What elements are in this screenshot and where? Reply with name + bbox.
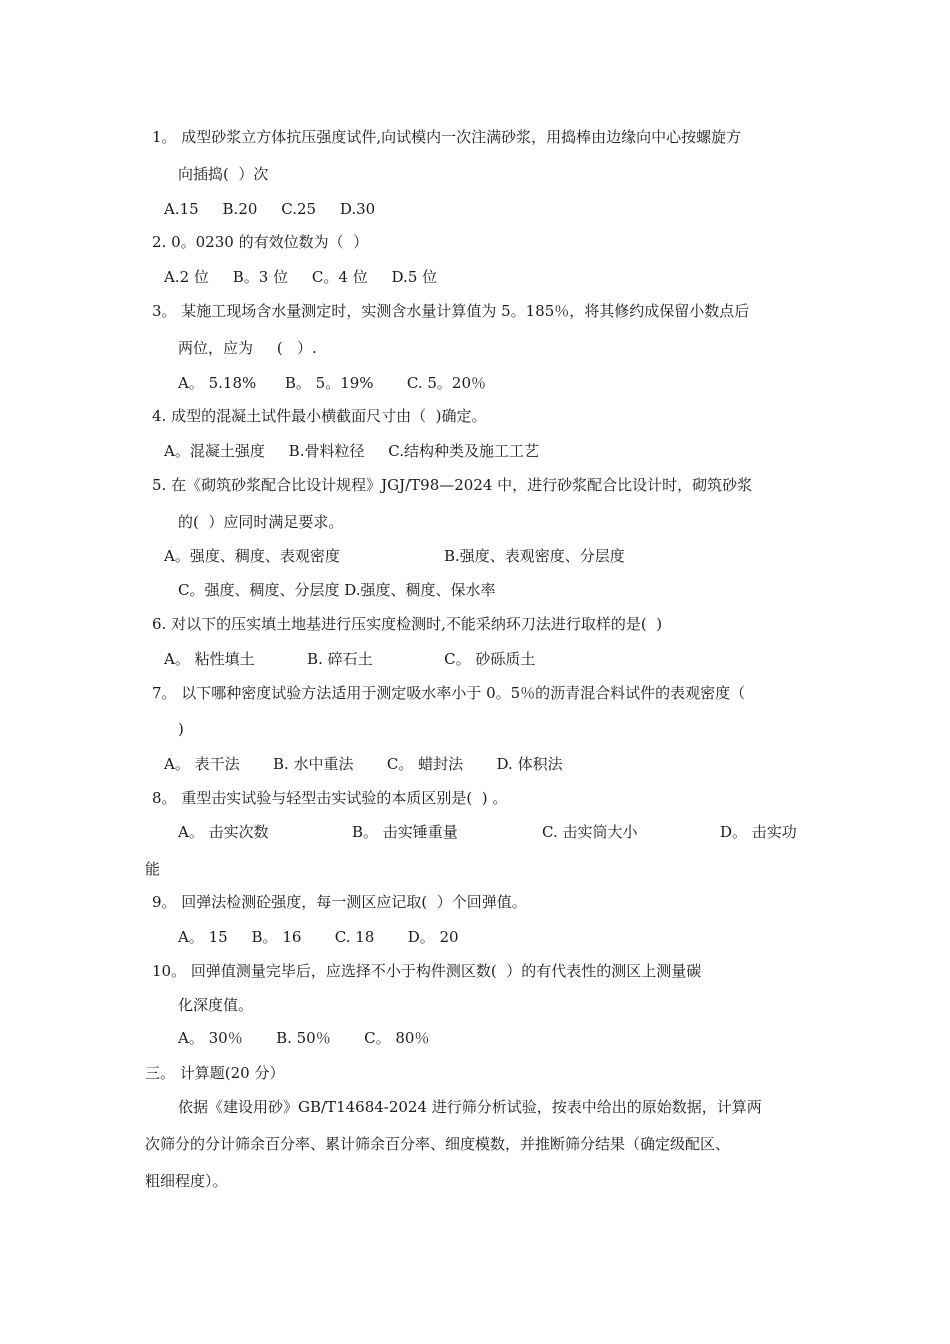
- section-3-heading: 三。 计算题(20 分）: [145, 1064, 285, 1082]
- question-5-stem-cont: 的( ）应同时满足要求。: [178, 513, 344, 531]
- section-3-paragraph-line-1: 依据《建设用砂》GB/T14684-2024 进行筛分析试验，按表中给出的原始数据，计算两: [178, 1098, 762, 1116]
- question-1-stem: 1。 成型砂浆立方体抗压强度试件,向试模内一次注满砂浆，用捣棒由边缘向中心按螺旋方: [152, 128, 742, 146]
- question-9-stem: 9。 回弹法检测砼强度，每一测区应记取( ）个回弹值。: [152, 893, 527, 911]
- question-8-option-d: D。 击实功: [720, 823, 797, 841]
- question-8-stem: 8。 重型击实试验与轻型击实试验的本质区别是( ) 。: [152, 789, 508, 807]
- question-9-options: A。 15 B。 16 C. 18 D。 20: [178, 928, 459, 946]
- question-2-stem: 2. 0。0230 的有效位数为（ ）: [152, 233, 369, 251]
- question-7-stem-cont: ): [178, 720, 184, 738]
- question-4-stem: 4. 成型的混凝土试件最小横截面尺寸由（ )确定。: [152, 407, 487, 425]
- question-7-options: A。 表干法 B. 水中重法 C。 蜡封法 D. 体积法: [164, 755, 563, 773]
- question-10-stem: 10。 回弹值测量完毕后，应选择不小于构件测区数( ）的有代表性的测区上测量碳: [152, 962, 702, 980]
- question-3-options: A。 5.18% B。 5。19% C. 5。20％: [178, 374, 487, 392]
- question-5-option-cd: C。强度、稠度、分层度 D.强度、稠度、保水率: [178, 581, 496, 599]
- question-10-stem-cont: 化深度值。: [178, 996, 254, 1014]
- question-5-option-a: A。强度、稠度、表观密度: [164, 547, 340, 565]
- question-1-stem-cont: 向插捣( ）次: [178, 165, 269, 183]
- section-3-paragraph-line-2: 次筛分的分计筛余百分率、累计筛余百分率、细度模数，并推断筛分结果（确定级配区、: [145, 1135, 731, 1153]
- question-1-options: A.15 B.20 C.25 D.30: [164, 200, 376, 218]
- section-3-paragraph-line-3: 粗细程度）。: [145, 1172, 228, 1190]
- question-4-options: A。混凝土强度 B.骨料粒径 C.结构种类及施工工艺: [164, 442, 540, 460]
- question-6-stem: 6. 对以下的压实填土地基进行压实度检测时,不能采纳环刀法进行取样的是( ): [152, 615, 663, 633]
- question-10-options: A。 30％ B. 50％ C。 80％: [178, 1029, 430, 1047]
- question-2-options: A.2 位 B。3 位 C。4 位 D.5 位: [164, 268, 438, 286]
- question-5-option-b: B.强度、表观密度、分层度: [444, 547, 625, 565]
- question-8-option-b: B。 击实锤重量: [352, 823, 458, 841]
- question-3-stem: 3。 某施工现场含水量测定时，实测含水量计算值为 5。185％，将其修约成保留小数点后: [152, 302, 750, 320]
- question-8-option-wrap: 能: [145, 860, 161, 878]
- question-5-stem: 5. 在《砌筑砂浆配合比设计规程》JGJ/T98—2024 中，进行砂浆配合比设计时，砌筑砂浆: [152, 476, 753, 494]
- question-8-option-c: C. 击实筒大小: [542, 823, 638, 841]
- question-8-option-a: A。 击实次数: [178, 823, 269, 841]
- question-7-stem: 7。 以下哪种密度试验方法适用于测定吸水率小于 0。5％的沥青混合料试件的表观密度（: [152, 684, 746, 702]
- question-3-stem-cont: 两位，应为 ( ）.: [178, 339, 317, 357]
- question-6-options: A。 粘性填土 B. 碎石土 C。 砂砾质土: [164, 650, 536, 668]
